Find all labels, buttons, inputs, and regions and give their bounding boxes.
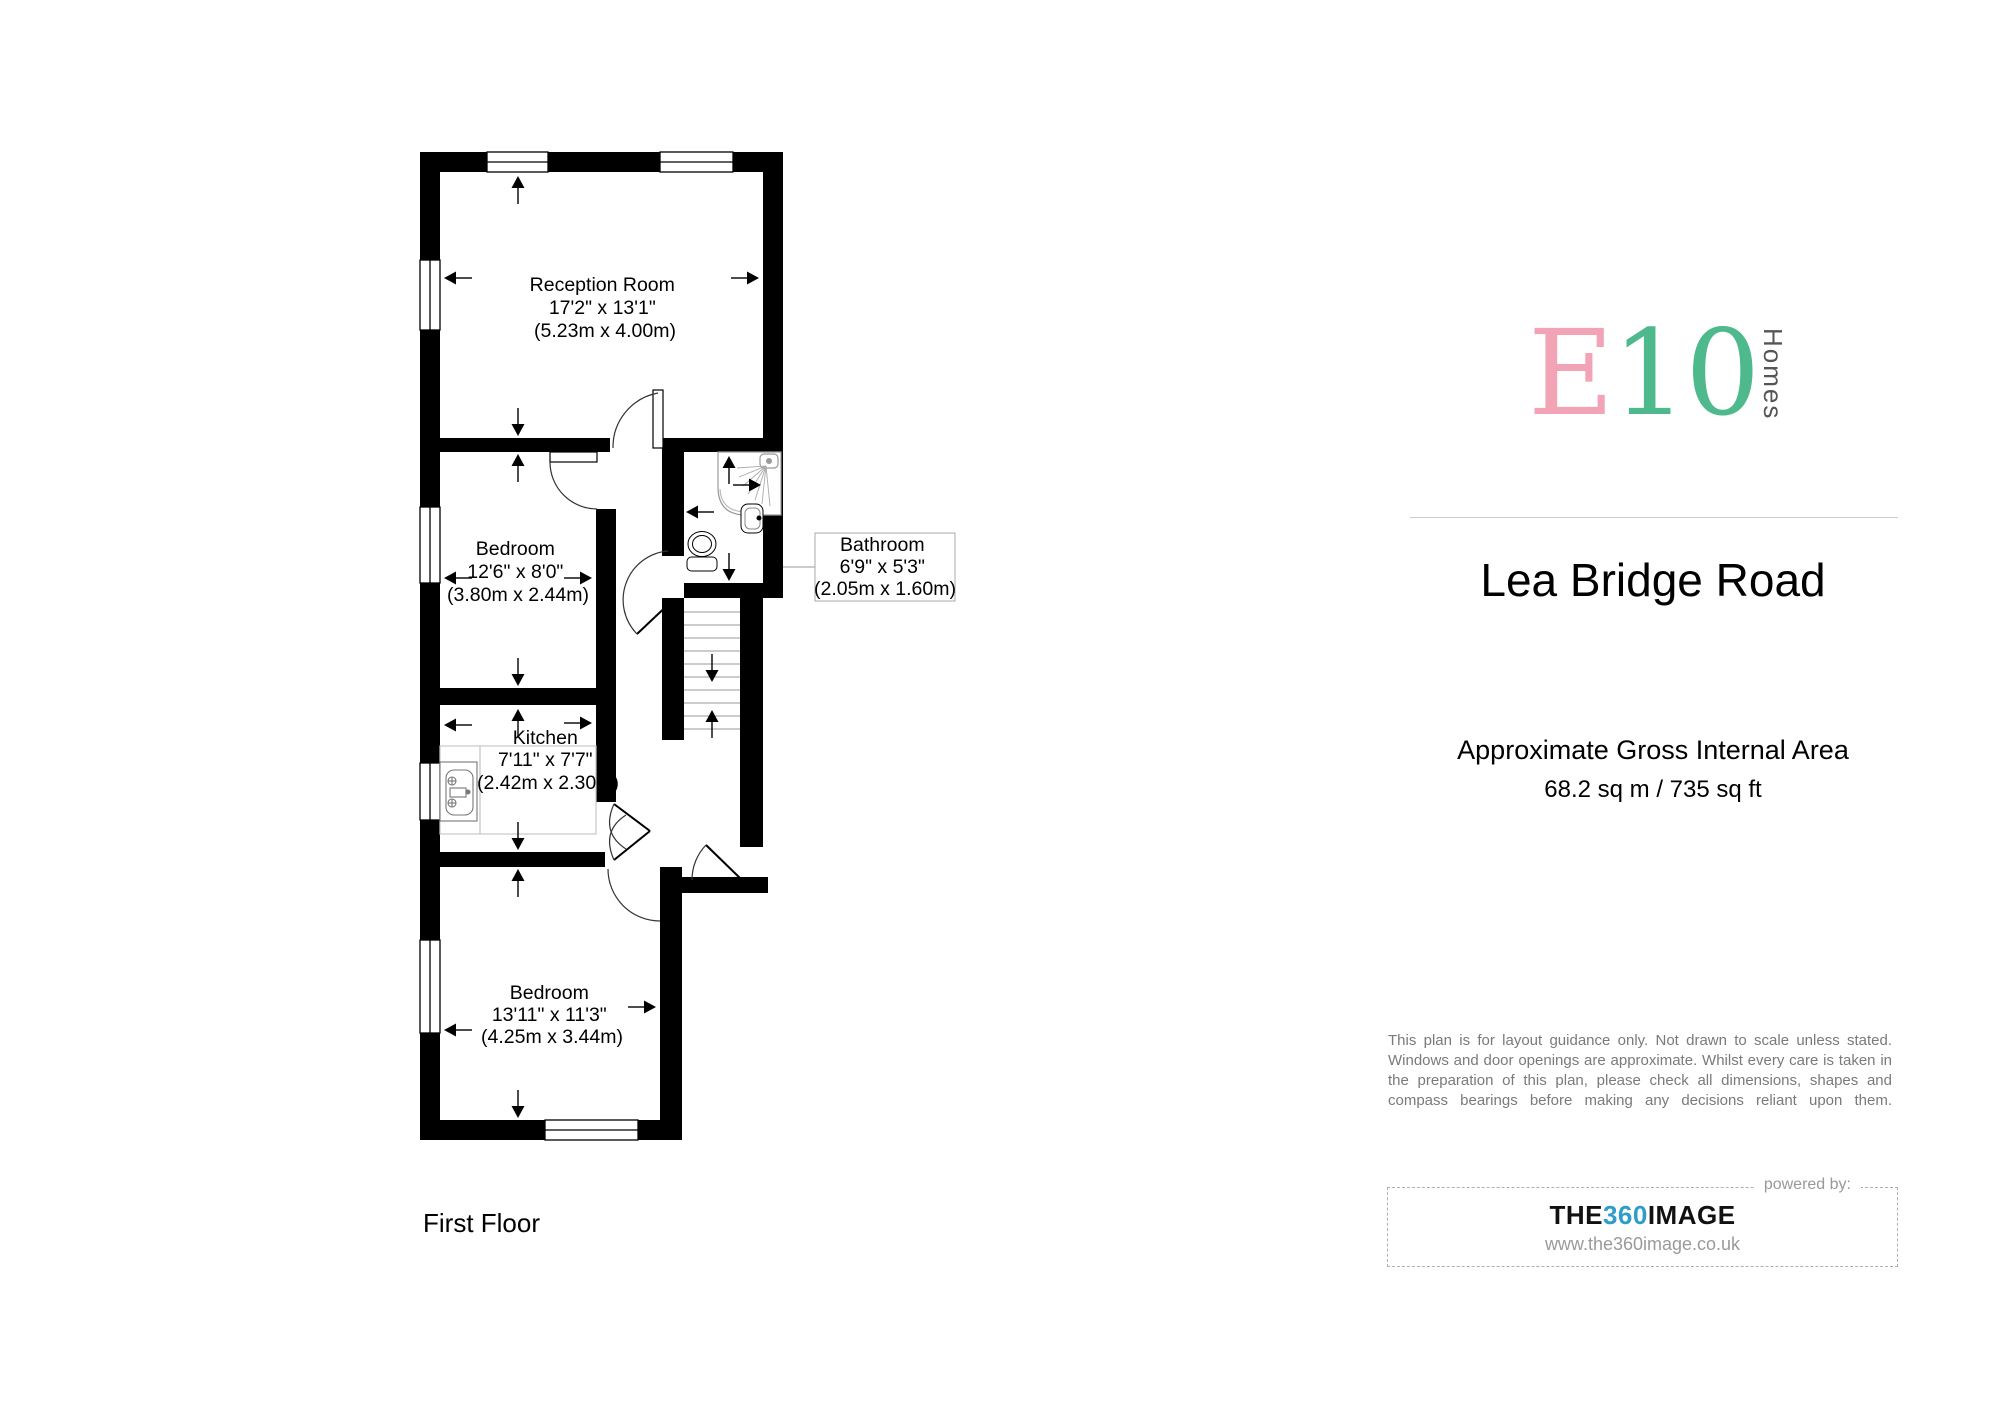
logo-homes-text: Homes bbox=[1758, 328, 1788, 421]
bathroom-label-box bbox=[783, 533, 956, 601]
bathroom-sink-icon bbox=[741, 504, 763, 533]
room-label-bedroom-1: Bedroom 12'6" x 8'0" (3.80m x 2.44m) bbox=[447, 538, 589, 606]
svg-text:Bathroom 6'9" x 5'3": Bathroom 6'9" x 5'3" (2.05m x 1.60m) bbox=[814, 534, 956, 600]
brand-image: IMAGE bbox=[1647, 1200, 1736, 1230]
logo-e: E bbox=[1528, 304, 1613, 442]
room-label-reception: Reception Room 17'2" x 13'1" (5.23m x 4.00m) bbox=[529, 274, 676, 342]
window bbox=[420, 507, 440, 583]
toilet-icon bbox=[687, 532, 717, 572]
window bbox=[487, 152, 548, 172]
room-label-bedroom-2: Bedroom 13'11" x 11'3" (4.25m x 3.44m) bbox=[481, 982, 623, 1048]
powered-by-label: powered by: bbox=[1754, 1176, 1861, 1194]
window bbox=[420, 940, 440, 1033]
brand-url: www.the360image.co.uk bbox=[1544, 1234, 1741, 1254]
logo-ten: 10 bbox=[1612, 304, 1759, 442]
window bbox=[420, 763, 440, 820]
doors bbox=[550, 390, 742, 921]
area-heading: Approximate Gross Internal Area bbox=[1457, 735, 1849, 765]
window bbox=[660, 152, 733, 172]
property-title: Lea Bridge Road bbox=[1480, 554, 1826, 606]
window bbox=[420, 260, 440, 330]
area-value: 68.2 sq m / 735 sq ft bbox=[1544, 776, 1762, 803]
brand-360: 360 bbox=[1602, 1200, 1648, 1230]
window bbox=[545, 1120, 638, 1140]
disclaimer-text: This plan is for layout guidance only. Not drawn to scale unless stated. Windows and door openings are approximate. Whilst every care is taken in the preparation of this plan, please check all dimensions, shapes and compass bearings before making any decisions reliant upon them. bbox=[1388, 1032, 1892, 1109]
brand-the: THE bbox=[1549, 1200, 1603, 1230]
kitchen-sink-icon bbox=[440, 762, 477, 821]
floor-label: First Floor bbox=[423, 1208, 540, 1238]
room-label-kitchen: Kitchen 7'11" x 7'7" (2.42m x 2.30m) bbox=[477, 727, 619, 794]
